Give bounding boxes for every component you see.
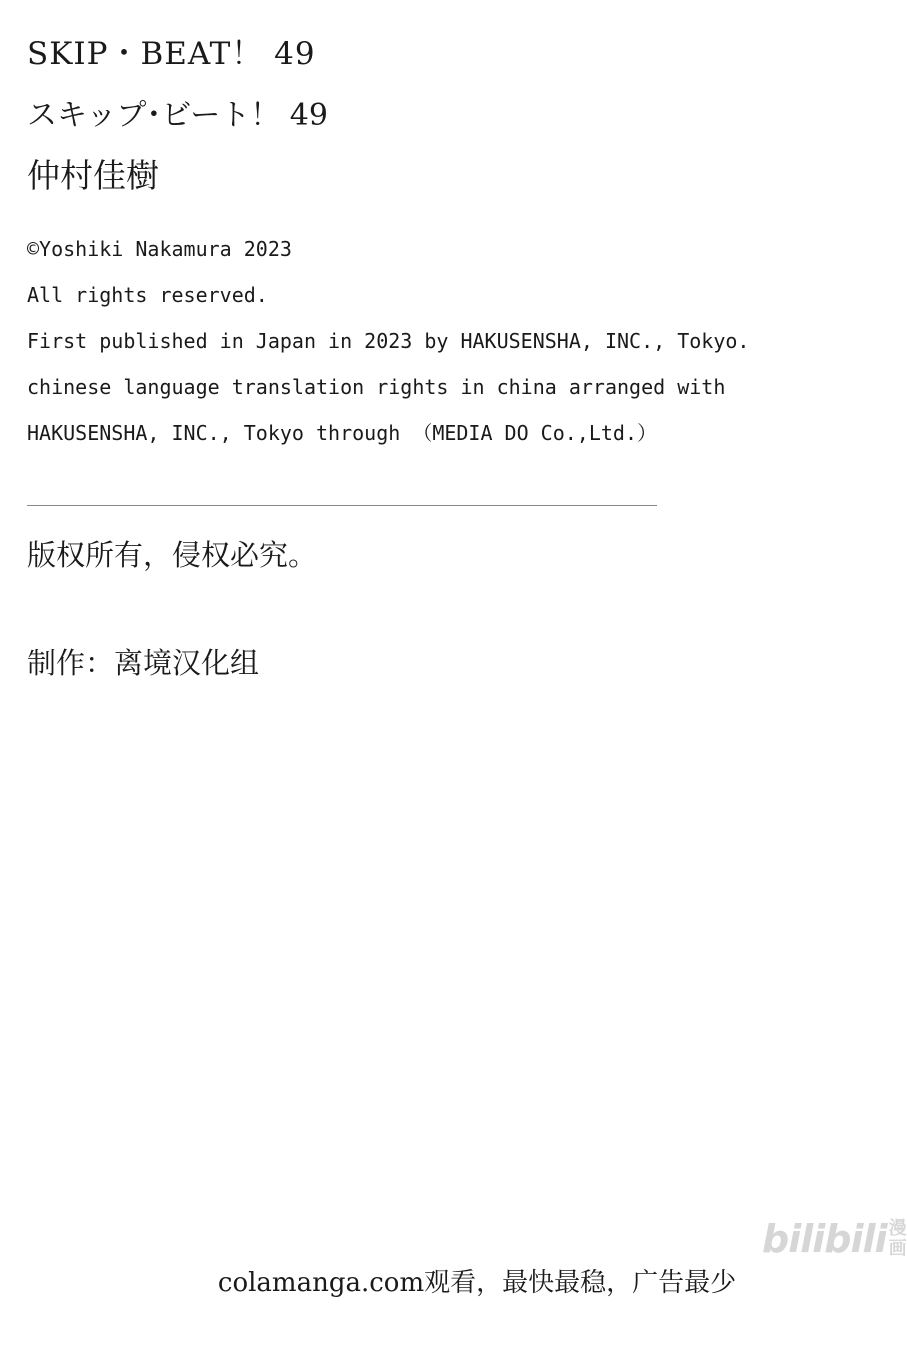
agency-line: HAKUSENSHA, INC., Tokyo through （MEDIA DO Co.,Ltd.） [27, 421, 658, 445]
rights-reserved-line: All rights reserved. [27, 283, 268, 307]
footer-text: colamanga.com观看，最快最稳，广告最少 [217, 1268, 737, 1298]
manga-logo-bottom: 画 [888, 1238, 907, 1259]
book-title-english: SKIP・BEAT！ 49 [27, 36, 316, 72]
chinese-rights-notice: 版权所有，侵权必究。 [27, 538, 318, 572]
translation-rights-line: chinese language translation rights in china arranged with [27, 375, 726, 399]
bilibili-logo-text: bilibili [762, 1217, 887, 1261]
divider [27, 505, 657, 506]
manga-logo-text [889, 1219, 907, 1259]
copyright-block [27, 226, 749, 456]
footer-notice [0, 1262, 900, 1299]
copyright-line: ©Yoshiki Nakamura 2023 [27, 237, 292, 261]
publication-line: First published in Japan in 2023 by HAKUSENSHA, INC., Tokyo. [27, 329, 750, 353]
bilibili-manga-watermark [762, 1217, 907, 1261]
producer-credit: 制作：离境汉化组 [27, 646, 260, 680]
manga-logo-top: 漫 [888, 1218, 907, 1239]
book-title-japanese: スキップ･ビート！ 49 [27, 98, 328, 133]
author-name: 仲村佳樹 [27, 156, 159, 195]
